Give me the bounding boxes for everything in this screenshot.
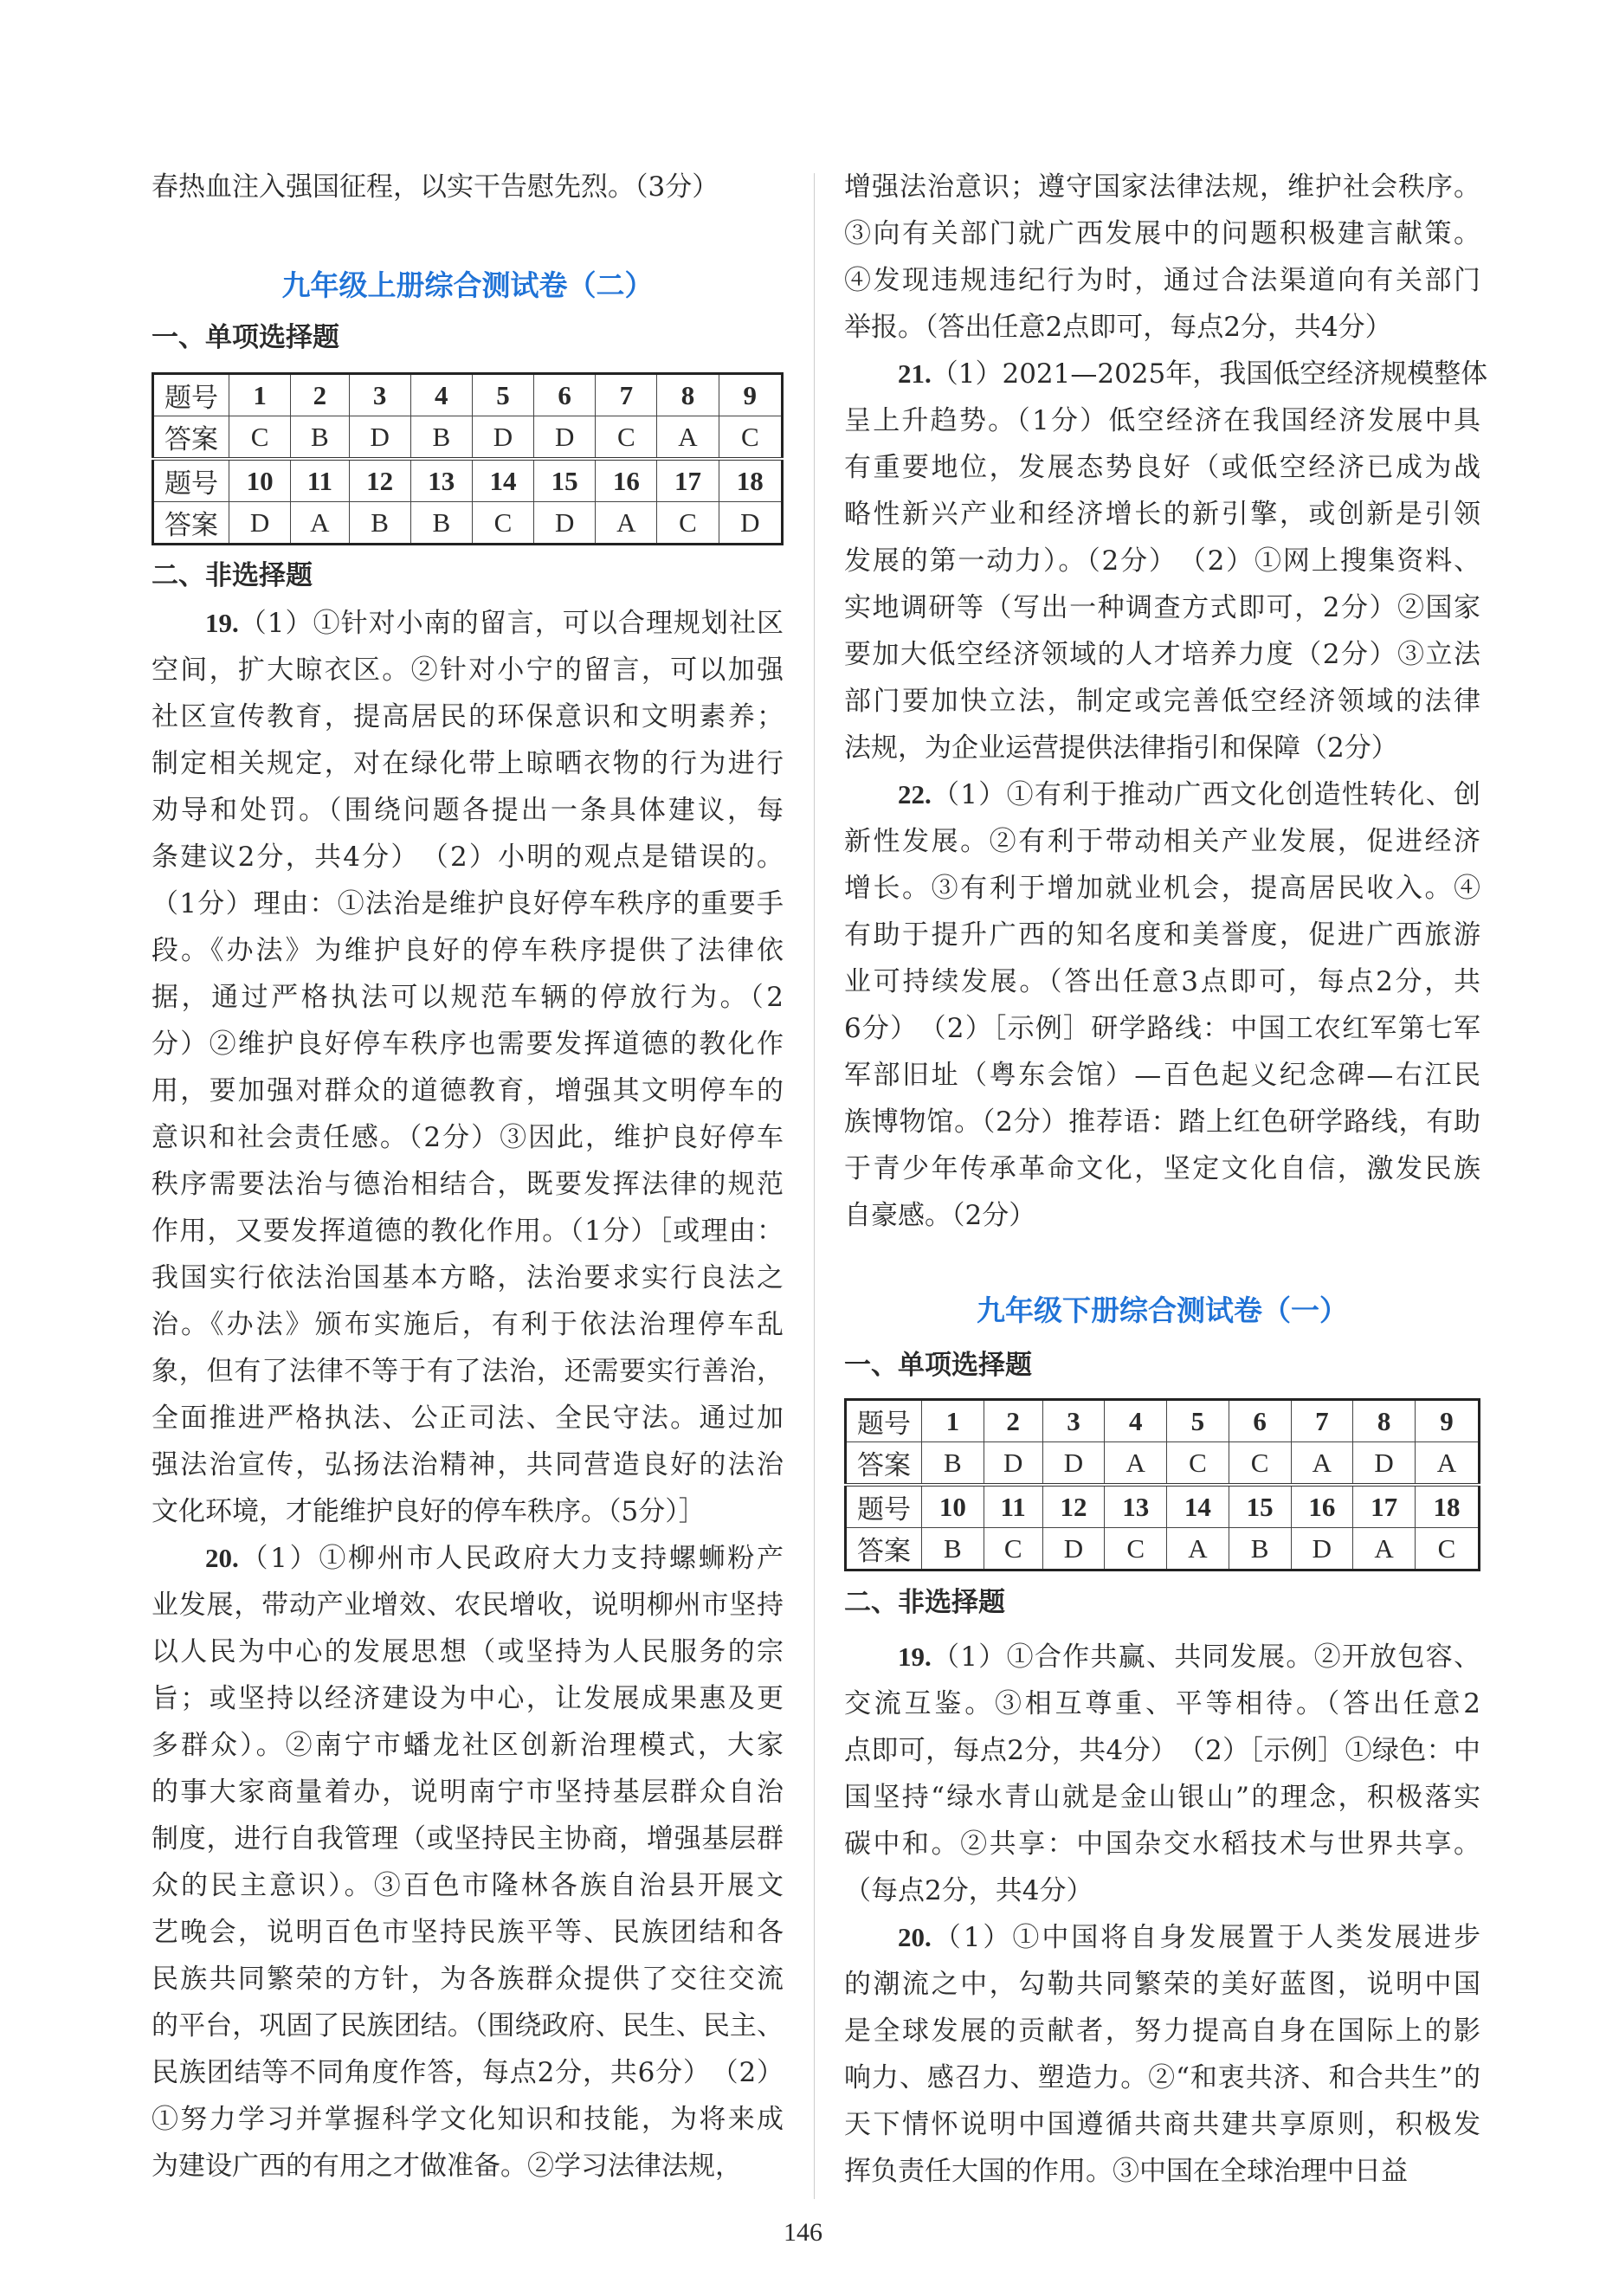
text-line: 的平台，巩固了民族团结。（围绕政府、民生、民主、	[152, 2010, 784, 2041]
question-number-cell: 2	[984, 1400, 1042, 1442]
answer-cell: B	[922, 1528, 984, 1570]
row-label: 题号	[153, 374, 229, 416]
answer-row	[153, 416, 783, 460]
row-label: 题号	[846, 1485, 922, 1528]
text-line: 国坚持“绿水青山就是金山银山”的理念，积极落实	[844, 1782, 1480, 1813]
question-number-cell: 1	[229, 374, 291, 416]
question-number-cell: 6	[1229, 1400, 1291, 1442]
text-line: 实地调研等（写出一种调查方式即可，2分）②国家	[844, 592, 1480, 623]
answer-cell: D	[1042, 1442, 1105, 1486]
answer-19	[152, 600, 784, 1535]
question-number-cell: 16	[596, 459, 657, 502]
text-line: 点即可，每点2分，共4分） （2）［示例］①绿色：中	[844, 1735, 1480, 1766]
answer-20-continued	[844, 164, 1480, 351]
question-number-cell: 11	[984, 1485, 1042, 1528]
text-line: （1分）理由：①法治是维护良好停车秩序的重要手	[152, 888, 784, 919]
question-number: 22.	[898, 779, 932, 809]
question-number-cell: 7	[1291, 1400, 1353, 1442]
text-line: 6分） （2）［示例］研学路线：中国工农红军第七军	[844, 1013, 1480, 1044]
question-number-cell: 10	[229, 459, 291, 502]
text-line: 社区宣传教育，提高居民的环保意识和文明素养；	[152, 701, 784, 732]
text-line: 新性发展。②有利于带动相关产业发展，促进经济	[844, 826, 1480, 857]
text-line: 意识和社会责任感。（2分）③因此，维护良好停车	[152, 1122, 784, 1153]
answer-cell: C	[472, 502, 533, 545]
text-line: 的事大家商量着办，说明南宁市坚持基层群众自治	[152, 1777, 784, 1808]
answer-cell: C	[657, 502, 719, 545]
text-line: 天下情怀说明中国遵循共商共建共享原则，积极发	[844, 2109, 1480, 2140]
question-number-cell: 17	[657, 459, 719, 502]
text-line: 增强法治意识；遵守国家法律法规，维护社会秩序。	[844, 171, 1480, 203]
answer-row	[153, 502, 783, 545]
answer-cell: C	[719, 416, 782, 460]
line-text: （1）①中国将自身发展置于人类发展进步	[931, 1922, 1480, 1953]
page-number: 146	[784, 2218, 822, 2247]
text-line	[152, 600, 784, 647]
text-line: 要加大低空经济领域的人才培养力度（2分）③立法	[844, 639, 1480, 670]
text-line: 军部旧址（粤东会馆）—百色起义纪念碑—右江民	[844, 1060, 1480, 1091]
question-number-cell: 11	[291, 459, 349, 502]
column-divider	[814, 173, 815, 2199]
answer-cell: D	[1353, 1442, 1416, 1486]
question-number-cell: 13	[410, 459, 472, 502]
answer-cell: B	[410, 502, 472, 545]
text-line: 业发展，带动产业增效、农民增收，说明柳州市坚持	[152, 1590, 784, 1621]
text-line: 象，但有了法律不等于有了法治，还需要实行善治，	[152, 1356, 784, 1387]
answer-row	[846, 1528, 1480, 1570]
text-line: 条建议2分，共4分） （2）小明的观点是错误的。	[152, 842, 784, 873]
question-number-cell: 14	[472, 459, 533, 502]
row-label: 答案	[153, 502, 229, 545]
question-number-row	[153, 459, 783, 502]
row-label: 答案	[846, 1442, 922, 1486]
question-number-cell: 18	[719, 459, 782, 502]
answer-cell: A	[657, 416, 719, 460]
text-line: 治。《办法》颁布实施后，有利于依法治理停车乱	[152, 1309, 784, 1340]
carry-over-text	[152, 164, 784, 210]
question-number-cell: 15	[1229, 1485, 1291, 1528]
text-line: 呈上升趋势。（1分）低空经济在我国经济发展中具	[844, 405, 1480, 436]
text-line	[844, 351, 1488, 397]
text-line: 劝导和处罚。（围绕问题各提出一条具体建议，每	[152, 795, 784, 826]
answer-21	[844, 351, 1488, 771]
answer-cell: D	[229, 502, 291, 545]
text-line: 众的民主意识）。③百色市隆林各族自治县开展文	[152, 1870, 784, 1901]
answer-cell: B	[922, 1442, 984, 1486]
section-title: 九年级下册综合测试卷（一）	[977, 1293, 1348, 1327]
text-line: 的潮流之中，勾勒共同繁荣的美好蓝图，说明中国	[844, 1969, 1480, 2000]
question-number: 19.	[898, 1641, 932, 1672]
question-number-row	[846, 1485, 1480, 1528]
answer-cell: B	[291, 416, 349, 460]
question-number-cell: 18	[1415, 1485, 1479, 1528]
answer-cell: A	[291, 502, 349, 545]
question-number-cell: 14	[1167, 1485, 1229, 1528]
question-number-cell: 2	[291, 374, 349, 416]
text-line: 法规，为企业运营提供法律指引和保障（2分）	[844, 732, 1398, 764]
question-number-cell: 8	[657, 374, 719, 416]
text-line: 多群众）。②南宁市蟠龙社区创新治理模式，大家	[152, 1730, 784, 1761]
text-line: 自豪感。（2分）	[844, 1200, 1036, 1231]
question-number-row	[846, 1400, 1480, 1442]
text-line: 民族团结等不同角度作答，每点2分，共6分） （2）	[152, 2057, 784, 2088]
question-number-cell: 13	[1105, 1485, 1167, 1528]
question-number-row	[153, 374, 783, 416]
answer-22	[844, 771, 1480, 1239]
text-line	[844, 1914, 1480, 1961]
subsection-heading: 一、单项选择题	[844, 1350, 1032, 1381]
answer-cell: C	[596, 416, 657, 460]
answer-cell: D	[1042, 1528, 1105, 1570]
question-number-cell: 12	[1042, 1485, 1105, 1528]
text-line: （每点2分，共4分）	[844, 1875, 1093, 1906]
question-number-cell: 5	[472, 374, 533, 416]
question-number-cell: 7	[596, 374, 657, 416]
answer-20	[152, 1535, 784, 2190]
question-number-cell: 15	[534, 459, 596, 502]
text-line: 旨；或坚持以经济建设为中心，让发展成果惠及更	[152, 1683, 784, 1714]
question-number: 20.	[898, 1922, 932, 1952]
answer-cell: B	[349, 502, 410, 545]
subsection-heading: 二、非选择题	[152, 560, 313, 591]
answer-cell: D	[984, 1442, 1042, 1486]
answer-cell: A	[1415, 1442, 1479, 1486]
text-line: 发展的第一动力）。（2分） （2）①网上搜集资料、	[844, 545, 1480, 577]
question-number-cell: 10	[922, 1485, 984, 1528]
row-label: 答案	[153, 416, 229, 460]
question-number-cell: 12	[349, 459, 410, 502]
text-line	[844, 1634, 1480, 1680]
text-line: 制度，进行自我管理（或坚持民主协商，增强基层群	[152, 1823, 784, 1854]
question-number-cell: 8	[1353, 1400, 1416, 1442]
answer-cell: C	[984, 1528, 1042, 1570]
answer-cell: A	[596, 502, 657, 545]
answer-19	[844, 1634, 1480, 1914]
line-text: （1）①针对小南的留言，可以合理规划社区	[238, 608, 784, 639]
answer-cell: C	[1229, 1442, 1291, 1486]
question-number-cell: 4	[410, 374, 472, 416]
answer-cell: B	[1229, 1528, 1291, 1570]
question-number-cell: 3	[349, 374, 410, 416]
question-number-cell: 17	[1353, 1485, 1416, 1528]
text-line: 是全球发展的贡献者，努力提高自身在国际上的影	[844, 2015, 1480, 2047]
text-line: 增长。③有利于增加就业机会，提高居民收入。④	[844, 873, 1480, 904]
text-line: 据，通过严格执法可以规范车辆的停放行为。（2	[152, 982, 784, 1013]
answer-cell: A	[1353, 1528, 1416, 1570]
text-line: 以人民为中心的发展思想（或坚持为人民服务的宗	[152, 1636, 784, 1667]
answer-cell: D	[472, 416, 533, 460]
text-line: ①努力学习并掌握科学文化知识和技能，为将来成	[152, 2104, 784, 2135]
text-line	[844, 771, 1480, 818]
row-label: 答案	[846, 1528, 922, 1570]
row-label: 题号	[153, 459, 229, 502]
text-line: ③向有关部门就广西发展中的问题积极建言献策。	[844, 218, 1480, 249]
question-number: 21.	[898, 358, 932, 389]
answer-cell: A	[1291, 1442, 1353, 1486]
answer-cell: A	[1105, 1442, 1167, 1486]
answer-cell: D	[534, 502, 596, 545]
question-number: 19.	[205, 608, 239, 638]
text-line: 交流互鉴。③相互尊重、平等相待。（答出任意2	[844, 1688, 1480, 1719]
answer-cell: D	[1291, 1528, 1353, 1570]
answer-cell: D	[534, 416, 596, 460]
text-line: 艺晚会，说明百色市坚持民族平等、民族团结和各	[152, 1917, 784, 1948]
subsection-heading: 二、非选择题	[844, 1587, 1005, 1618]
text-line: 空间，扩大晾衣区。②针对小宁的留言，可以加强	[152, 655, 784, 686]
text-line: 春热血注入强国征程，以实干告慰先烈。（3分）	[152, 171, 719, 203]
answer-table	[844, 1398, 1480, 1571]
text-line: 文化环境，才能维护良好的停车秩序。（5分）］	[152, 1496, 706, 1527]
answer-table	[152, 372, 784, 545]
answer-cell: B	[410, 416, 472, 460]
question-number: 20.	[205, 1543, 239, 1573]
text-line: ④发现违规违纪行为时，通过合法渠道向有关部门	[844, 265, 1480, 296]
text-line: 于青少年传承革命文化，坚定文化自信，激发民族	[844, 1153, 1480, 1184]
question-number-cell: 1	[922, 1400, 984, 1442]
text-line: 举报。（答出任意2点即可，每点2分，共4分）	[844, 312, 1392, 343]
question-number-cell: 9	[719, 374, 782, 416]
question-number-cell: 4	[1105, 1400, 1167, 1442]
text-line: 制定相关规定，对在绿化带上晾晒衣物的行为进行	[152, 748, 784, 779]
question-number-cell: 16	[1291, 1485, 1353, 1528]
text-line: 部门要加快立法，制定或完善低空经济领域的法律	[844, 686, 1480, 717]
text-line	[152, 1535, 784, 1582]
answer-cell: C	[1105, 1528, 1167, 1570]
text-line: 段。《办法》为维护良好的停车秩序提供了法律依	[152, 935, 784, 966]
line-text: （1）①柳州市人民政府大力支持螺蛳粉产	[238, 1543, 784, 1574]
text-line: 秩序需要法治与德治相结合，既要发挥法律的规范	[152, 1169, 784, 1200]
answer-20	[844, 1914, 1480, 2195]
row-label: 题号	[846, 1400, 922, 1442]
line-text: （1）2021—2025年，我国低空经济规模整体	[931, 358, 1488, 390]
text-line: 业可持续发展。（答出任意3点即可，每点2分，共	[844, 966, 1480, 997]
text-line: 分）②维护良好停车秩序也需要发挥道德的教化作	[152, 1029, 784, 1060]
question-number-cell: 5	[1167, 1400, 1229, 1442]
answer-cell: D	[349, 416, 410, 460]
section-title: 九年级上册综合测试卷（二）	[281, 268, 654, 302]
line-text: （1）①合作共赢、共同发展。②开放包容、	[931, 1641, 1480, 1673]
answer-cell: C	[1167, 1442, 1229, 1486]
text-line: 挥负责任大国的作用。③中国在全球治理中日益	[844, 2156, 1408, 2187]
question-number-cell: 6	[534, 374, 596, 416]
question-number-cell: 9	[1415, 1400, 1479, 1442]
text-line: 族博物馆。（2分）推荐语：踏上红色研学路线，有助	[844, 1106, 1480, 1138]
text-line: 全面推进严格执法、公正司法、全民守法。通过加	[152, 1403, 784, 1434]
text-line: 为建设广西的有用之才做准备。②学习法律法规，	[152, 2151, 742, 2182]
text-line: 有重要地位，发展态势良好（或低空经济已成为战	[844, 452, 1480, 483]
question-number-cell: 3	[1042, 1400, 1105, 1442]
text-line: 强法治宣传，弘扬法治精神，共同营造良好的法治	[152, 1449, 784, 1480]
answer-cell: C	[229, 416, 291, 460]
answer-cell: A	[1167, 1528, 1229, 1570]
subsection-heading: 一、单项选择题	[152, 322, 339, 353]
text-line: 略性新兴产业和经济增长的新引擎，或创新是引领	[844, 499, 1480, 530]
text-line: 我国实行依法治国基本方略，法治要求实行良法之	[152, 1262, 784, 1293]
text-line: 民族共同繁荣的方针，为各族群众提供了交往交流	[152, 1964, 784, 1995]
text-line: 有助于提升广西的知名度和美誉度，促进广西旅游	[844, 919, 1480, 951]
text-line: 碳中和。②共享：中国杂交水稻技术与世界共享。	[844, 1828, 1480, 1860]
text-line: 用，要加强对群众的道德教育，增强其文明停车的	[152, 1075, 784, 1106]
answer-row	[846, 1442, 1480, 1486]
text-line: 响力、感召力、塑造力。②“和衷共济、和合共生”的	[844, 2062, 1480, 2093]
answer-cell: C	[1415, 1528, 1479, 1570]
line-text: （1）①有利于推动广西文化创造性转化、创	[931, 779, 1480, 810]
text-line: 作用，又要发挥道德的教化作用。（1分）［或理由：	[152, 1216, 784, 1247]
answer-cell: D	[719, 502, 782, 545]
